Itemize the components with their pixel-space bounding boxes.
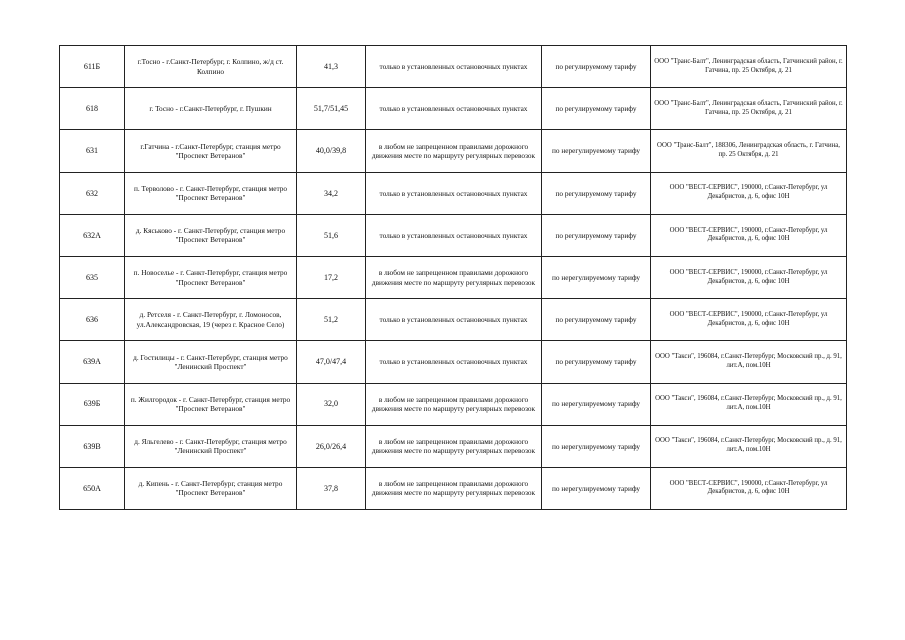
tariff-type-cell: по нерегулируемому тарифу [542,467,651,509]
route-path-cell: п. Жилгородок - г. Санкт-Петербург, станция метро "Проспект Ветеранов" [125,383,297,425]
route-number-cell: 618 [60,88,125,130]
route-number-cell: 631 [60,130,125,172]
route-length-cell: 51,7/51,45 [297,88,366,130]
routes-table-body [60,46,847,510]
boarding-procedure-cell: в любом не запрещенном правилами дорожного движения месте по маршруту регулярных перевозок [366,425,542,467]
carrier-cell: ООО "ВЕСТ-СЕРВИС", 190000, г.Санкт-Петербург, ул Декабристов, д. 6, офис 10Н [651,172,847,214]
tariff-type-cell: по регулируемому тарифу [542,341,651,383]
table-row [60,130,847,172]
boarding-procedure-cell: только в установленных остановочных пунктах [366,299,542,341]
tariff-type-cell: по регулируемому тарифу [542,299,651,341]
carrier-cell: ООО "Такси", 196084, г.Санкт-Петербург, Московский пр., д. 91, лит.А, пом.10Н [651,425,847,467]
route-number-cell: 632А [60,214,125,256]
route-length-cell: 51,6 [297,214,366,256]
carrier-cell: ООО "Транс-Балт", 188306, Ленинградская область, г. Гатчина, пр. 25 Октября, д. 21 [651,130,847,172]
route-path-cell: г.Гатчина - г.Санкт-Петербург, станция метро "Проспект Ветеранов" [125,130,297,172]
route-length-cell: 47,0/47,4 [297,341,366,383]
route-length-cell: 41,3 [297,46,366,88]
boarding-procedure-cell: в любом не запрещенном правилами дорожного движения месте по маршруту регулярных перевозок [366,130,542,172]
route-path-cell: п. Терволово - г. Санкт-Петербург, станция метро "Проспект Ветеранов" [125,172,297,214]
route-number-cell: 639А [60,341,125,383]
carrier-cell: ООО "ВЕСТ-СЕРВИС", 190000, г.Санкт-Петербург, ул Декабристов, д. 6, офис 10Н [651,256,847,298]
boarding-procedure-cell: в любом не запрещенном правилами дорожного движения месте по маршруту регулярных перевозок [366,383,542,425]
route-length-cell: 26,0/26,4 [297,425,366,467]
carrier-cell: ООО "Такси", 196084, г.Санкт-Петербург, Московский пр., д. 91, лит.А, пом.10Н [651,383,847,425]
tariff-type-cell: по регулируемому тарифу [542,46,651,88]
route-length-cell: 37,8 [297,467,366,509]
table-row [60,341,847,383]
boarding-procedure-cell: только в установленных остановочных пунктах [366,214,542,256]
boarding-procedure-cell: только в установленных остановочных пунктах [366,341,542,383]
carrier-cell: ООО "ВЕСТ-СЕРВИС", 190000, г.Санкт-Петербург, ул Декабристов, д. 6, офис 10Н [651,299,847,341]
boarding-procedure-cell: только в установленных остановочных пунктах [366,46,542,88]
route-path-cell: г.Тосно - г.Санкт-Петербург, г. Колпино, ж/д ст. Колпино [125,46,297,88]
tariff-type-cell: по нерегулируемому тарифу [542,256,651,298]
route-length-cell: 51,2 [297,299,366,341]
route-number-cell: 611Б [60,46,125,88]
route-length-cell: 32,0 [297,383,366,425]
carrier-cell: ООО "ВЕСТ-СЕРВИС", 190000, г.Санкт-Петербург, ул Декабристов, д. 6, офис 10Н [651,214,847,256]
route-number-cell: 635 [60,256,125,298]
boarding-procedure-cell: только в установленных остановочных пунктах [366,172,542,214]
table-row [60,172,847,214]
route-number-cell: 636 [60,299,125,341]
table-row [60,256,847,298]
route-number-cell: 632 [60,172,125,214]
route-number-cell: 650А [60,467,125,509]
routes-table [59,45,847,510]
carrier-cell: ООО "ВЕСТ-СЕРВИС", 190000, г.Санкт-Петербург, ул Декабристов, д. 6, офис 10Н [651,467,847,509]
tariff-type-cell: по нерегулируемому тарифу [542,130,651,172]
tariff-type-cell: по регулируемому тарифу [542,172,651,214]
route-path-cell: д. Яльгелево - г. Санкт-Петербург, станция метро "Ленинский Проспект" [125,425,297,467]
boarding-procedure-cell: только в установленных остановочных пунктах [366,88,542,130]
table-row [60,425,847,467]
route-number-cell: 639Б [60,383,125,425]
route-path-cell: д. Кипень - г. Санкт-Петербург, станция метро "Проспект Ветеранов" [125,467,297,509]
carrier-cell: ООО "Транс-Балт", Ленинградская область, Гатчинский район, г. Гатчина, пр. 25 Октября, д. 21 [651,88,847,130]
tariff-type-cell: по регулируемому тарифу [542,214,651,256]
route-number-cell: 639В [60,425,125,467]
table-row [60,88,847,130]
route-length-cell: 34,2 [297,172,366,214]
tariff-type-cell: по регулируемому тарифу [542,88,651,130]
boarding-procedure-cell: в любом не запрещенном правилами дорожного движения месте по маршруту регулярных перевозок [366,256,542,298]
route-length-cell: 40,0/39,8 [297,130,366,172]
carrier-cell: ООО "Такси", 196084, г.Санкт-Петербург, Московский пр., д. 91, лит.А, пом.10Н [651,341,847,383]
table-row [60,46,847,88]
tariff-type-cell: по нерегулируемому тарифу [542,425,651,467]
table-row [60,299,847,341]
route-path-cell: п. Новоселье - г. Санкт-Петербург, станция метро "Проспект Ветеранов" [125,256,297,298]
route-path-cell: д. Гостилицы - г. Санкт-Петербург, станция метро "Ленинский Проспект" [125,341,297,383]
route-path-cell: г. Тосно - г.Санкт-Петербург, г. Пушкин [125,88,297,130]
route-path-cell: д. Ретселя - г. Санкт-Петербург, г. Ломоносов, ул.Александровская, 19 (через г. Красное Село) [125,299,297,341]
table-row [60,383,847,425]
table-row [60,467,847,509]
table-row [60,214,847,256]
carrier-cell: ООО "Транс-Балт", Ленинградская область, Гатчинский район, г. Гатчина, пр. 25 Октября, д. 21 [651,46,847,88]
route-path-cell: д. Кяськово - г. Санкт-Петербург, станция метро "Проспект Ветеранов" [125,214,297,256]
tariff-type-cell: по нерегулируемому тарифу [542,383,651,425]
route-length-cell: 17,2 [297,256,366,298]
boarding-procedure-cell: в любом не запрещенном правилами дорожного движения месте по маршруту регулярных перевозок [366,467,542,509]
